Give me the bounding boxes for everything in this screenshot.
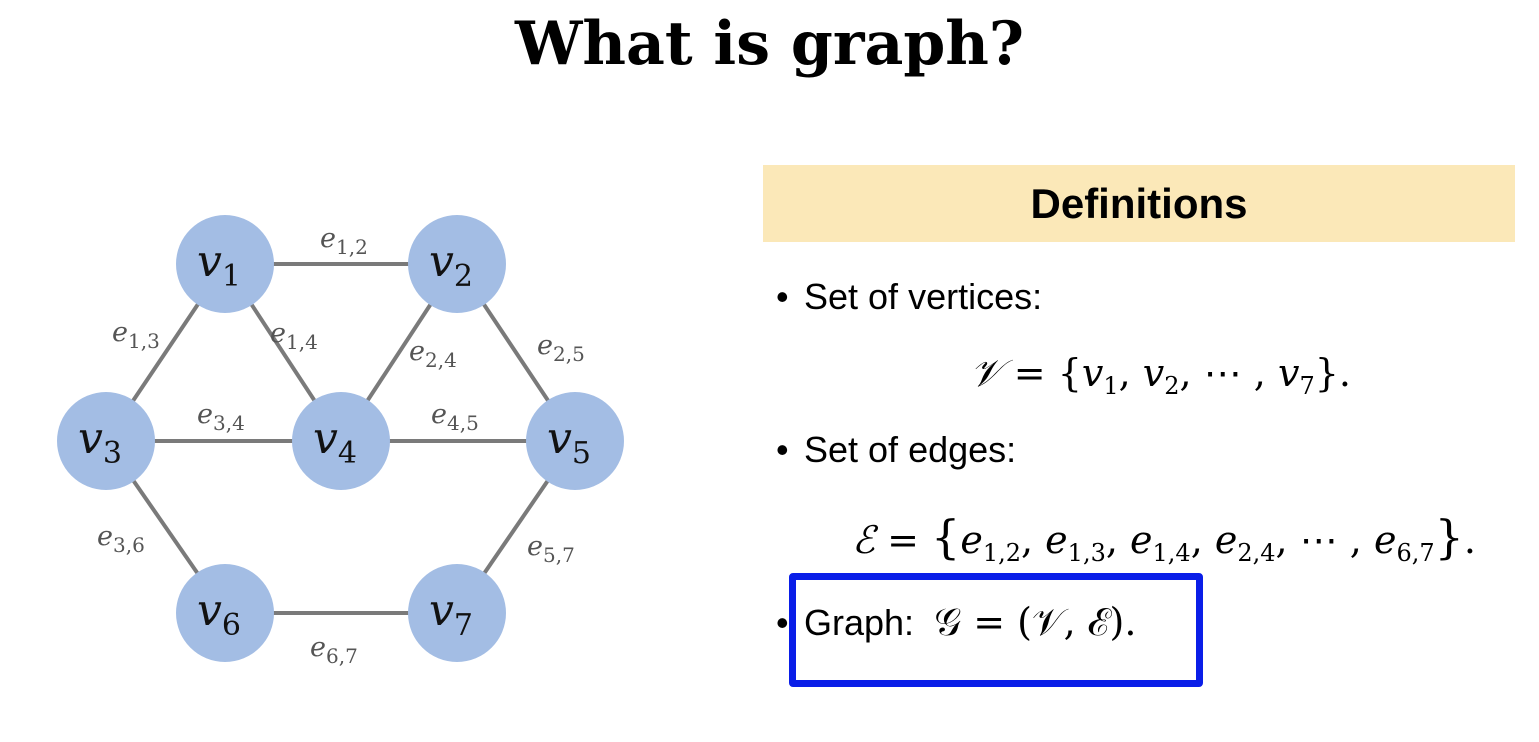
vertex-v5: [526, 392, 624, 490]
set-item-e12: $e_{1,2}$: [960, 518, 1021, 567]
vertex-v2: [408, 215, 506, 313]
graph-label: Graph:: [804, 602, 915, 643]
vertices-label: Set of vertices:: [804, 276, 1043, 317]
vertex-label-v7: v7: [429, 585, 473, 643]
definitions-header: Definitions: [763, 165, 1515, 242]
vertex-v6: [176, 564, 274, 662]
set-item-e14: $e_{1,4}$: [1130, 518, 1191, 567]
edge-label-e12: e1,2: [320, 223, 368, 259]
vertex-label-v4: v4: [313, 413, 357, 471]
brace-open: {: [1057, 351, 1082, 395]
vertex-v4: [292, 392, 390, 490]
vertex-set-symbol: 𝒱: [970, 351, 1002, 395]
period: .: [1463, 518, 1476, 562]
period: .: [1338, 351, 1351, 395]
vertex-label-v3: v3: [78, 413, 122, 471]
graph-diagram: [0, 0, 700, 742]
set-item-e13: $e_{1,3}$: [1045, 518, 1106, 567]
bullet-dot: •: [776, 276, 789, 317]
vertex-label-v2: v2: [429, 236, 473, 294]
ellipsis: ⋯: [1203, 351, 1242, 395]
equals-sign: =: [887, 518, 919, 562]
bullet-dot: •: [776, 602, 789, 643]
edge-label-e45: e4,5: [431, 399, 479, 435]
vertex-label-v6: v6: [197, 585, 241, 643]
vertex-v1: [176, 215, 274, 313]
bullet-graph: [776, 597, 1136, 648]
edge-label-e14: e1,4: [270, 318, 318, 354]
edge-label-e57: e5,7: [527, 531, 575, 567]
edge-label-e13: e1,3: [112, 317, 160, 353]
set-item-e67: $e_{6,7}$: [1373, 518, 1435, 567]
vertices-set-formula: 𝒱 = {$v_1$, $v_2$, ⋯ , $v_7$}.: [970, 351, 1351, 400]
brace-open: {: [931, 510, 961, 564]
edges-label: Set of edges:: [804, 429, 1017, 470]
brace-close: }: [1434, 510, 1464, 564]
edge-set-symbol: ℰ: [852, 518, 876, 562]
edge-label-e67: e6,7: [310, 632, 358, 668]
edge-label-e36: e3,6: [97, 521, 145, 557]
set-item-v7: $v_7$: [1277, 351, 1315, 400]
ellipsis: ⋯: [1299, 518, 1338, 562]
edge-label-e24: e2,4: [409, 336, 457, 372]
set-item-v1: $v_1$: [1081, 351, 1119, 400]
equals-sign: =: [1013, 351, 1046, 395]
vertex-v7: [408, 564, 506, 662]
edge-label-e25: e2,5: [537, 330, 585, 366]
bullet-edges: [776, 428, 1016, 472]
page-title: What is graph?: [514, 9, 1025, 79]
bullet-vertices: [776, 275, 1042, 319]
set-item-v2: $v_2$: [1142, 351, 1180, 400]
graph-equation: 𝒢 = (𝒱, ℰ).: [934, 600, 1137, 644]
edge-label-e34: e3,4: [197, 399, 245, 435]
edges-set-formula: ℰ = {$e_{1,2}$, $e_{1,3}$, $e_{1,4}$, $e_{2,4}$, ⋯ , $e_{6,7}$}.: [852, 510, 1476, 567]
set-item-e24: $e_{2,4}$: [1214, 518, 1276, 567]
brace-close: }: [1314, 351, 1339, 395]
vertex-label-v5: v5: [547, 413, 591, 471]
bullet-dot: •: [776, 429, 789, 470]
vertex-v3: [57, 392, 155, 490]
vertex-label-v1: v1: [197, 236, 241, 294]
